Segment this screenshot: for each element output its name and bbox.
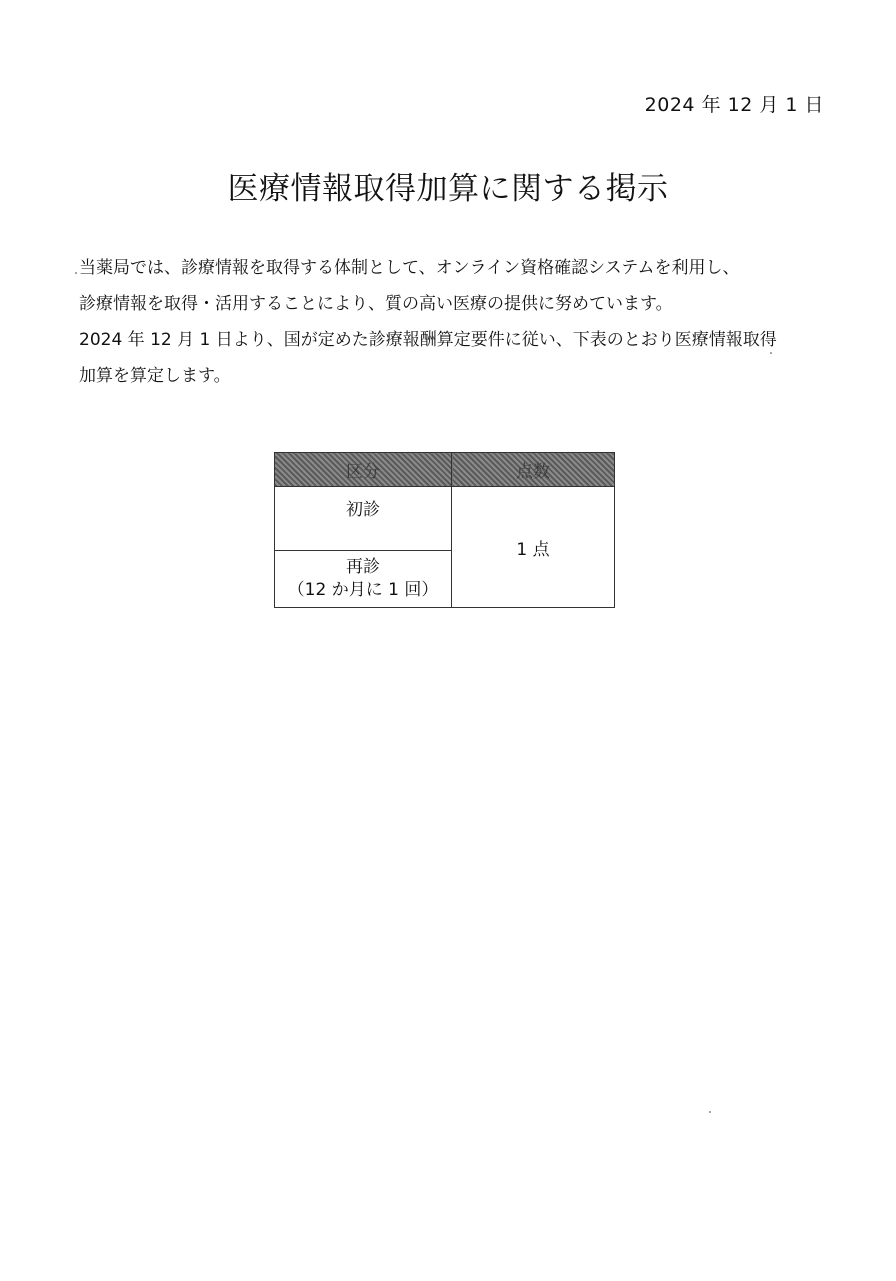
notice-paragraph-line: 2024 年 12 月 1 日より、国が定めた診療報酬算定要件に従い、下表のとおり医療情報取得: [79, 330, 777, 350]
scan-speck: [709, 1111, 711, 1113]
document-date: 2024 年 12 月 1 日: [644, 94, 824, 116]
scan-speck: [75, 272, 77, 274]
table-cell-category: [275, 487, 452, 551]
table-header-category: 区分: [275, 453, 452, 487]
points-value: 1 点: [516, 539, 550, 560]
page-title: 医療情報取得加算に関する掲示: [227, 171, 669, 207]
table-row: [275, 487, 615, 551]
notice-paragraph-line: 診療情報を取得・活用することにより、質の高い医療の提供に努めています。: [79, 294, 673, 314]
category-note: （12 か月に 1 回）: [287, 580, 439, 600]
fee-table: [274, 452, 615, 608]
category-label: 初診: [346, 500, 380, 520]
notice-body: [79, 250, 839, 394]
table-header-row: [275, 453, 615, 487]
notice-paragraph-line: 加算を算定します。: [79, 366, 231, 386]
scan-speck: [770, 352, 772, 354]
table-cell-points: [452, 487, 615, 608]
table-cell-category: [275, 551, 452, 608]
table-header-points: 点数: [452, 453, 615, 487]
notice-paragraph-line: 当薬局では、診療情報を取得する体制として、オンライン資格確認システムを利用し、: [79, 258, 740, 278]
category-label: 再診: [346, 557, 380, 577]
